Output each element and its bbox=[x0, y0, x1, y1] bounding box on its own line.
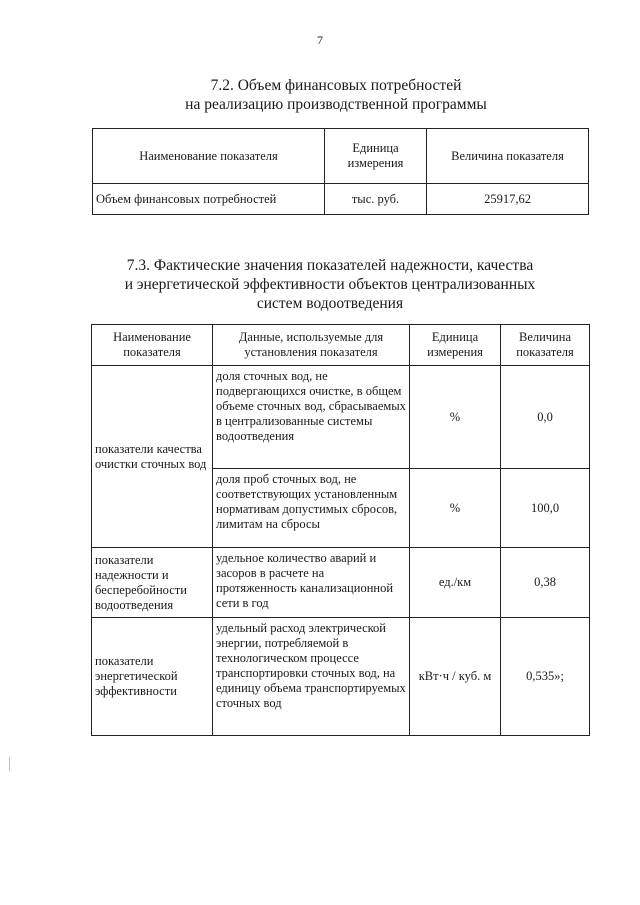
indicators-table bbox=[91, 324, 590, 736]
header-indicator-name: Наименование показателя bbox=[92, 325, 213, 366]
unit-value: ед./км bbox=[410, 548, 501, 618]
section-7-2-title bbox=[16, 76, 640, 114]
group-name: показатели качества очистки сточных вод bbox=[92, 366, 213, 548]
data-description: удельное количество аварий и засоров в расчете на протяженность канализационной сети в год bbox=[213, 548, 410, 618]
financial-needs-table bbox=[92, 128, 589, 215]
title-line: систем водоотведения bbox=[256, 295, 404, 312]
indicator-value: 0,0 bbox=[501, 366, 590, 469]
scan-mark bbox=[9, 757, 10, 771]
header-indicator-name: Наименование показателя bbox=[93, 129, 325, 184]
data-description: доля проб сточных вод, не соответствующих установленным нормативам допустимых сбросов, лимитам на сбросы bbox=[213, 469, 410, 548]
header-value: Величина показателя bbox=[501, 325, 590, 366]
header-data-used: Данные, используемые для установления показателя bbox=[213, 325, 410, 366]
row-name: Объем финансовых потребностей bbox=[93, 184, 325, 215]
title-line: и энергетической эффективности объектов централизованных bbox=[124, 276, 536, 293]
title-line: 7.2. Объем финансовых потребностей bbox=[210, 77, 462, 94]
row-unit: тыс. руб. bbox=[325, 184, 427, 215]
section-7-3-title bbox=[10, 256, 640, 313]
header-unit: Единица измерения bbox=[325, 129, 427, 184]
unit-value: % bbox=[410, 469, 501, 548]
indicator-value: 0,38 bbox=[501, 548, 590, 618]
data-description: доля сточных вод, не подвергающихся очистке, в общем объеме сточных вод, сбрасываемых в централизованные системы водоотведения bbox=[213, 366, 410, 469]
indicator-value: 100,0 bbox=[501, 469, 590, 548]
page-number: 7 bbox=[317, 33, 323, 47]
group-name: показатели энергетической эффективности bbox=[92, 618, 213, 736]
title-line: 7.3. Фактические значения показателей надежности, качества bbox=[126, 257, 534, 274]
header-unit: Единица измерения bbox=[410, 325, 501, 366]
data-description: удельный расход электрической энергии, потребляемой в технологическом процессе транспортировки сточных вод, на единицу объема транспортируемых сточных вод bbox=[213, 618, 410, 736]
unit-value: кВт·ч / куб. м bbox=[410, 618, 501, 736]
header-value: Величина показателя bbox=[427, 129, 589, 184]
indicator-value: 0,535»; bbox=[501, 618, 590, 736]
unit-value: % bbox=[410, 366, 501, 469]
group-name: показатели надежности и бесперебойности водоотведения bbox=[92, 548, 213, 618]
title-line: на реализацию производственной программы bbox=[185, 96, 487, 113]
row-value: 25917,62 bbox=[427, 184, 589, 215]
